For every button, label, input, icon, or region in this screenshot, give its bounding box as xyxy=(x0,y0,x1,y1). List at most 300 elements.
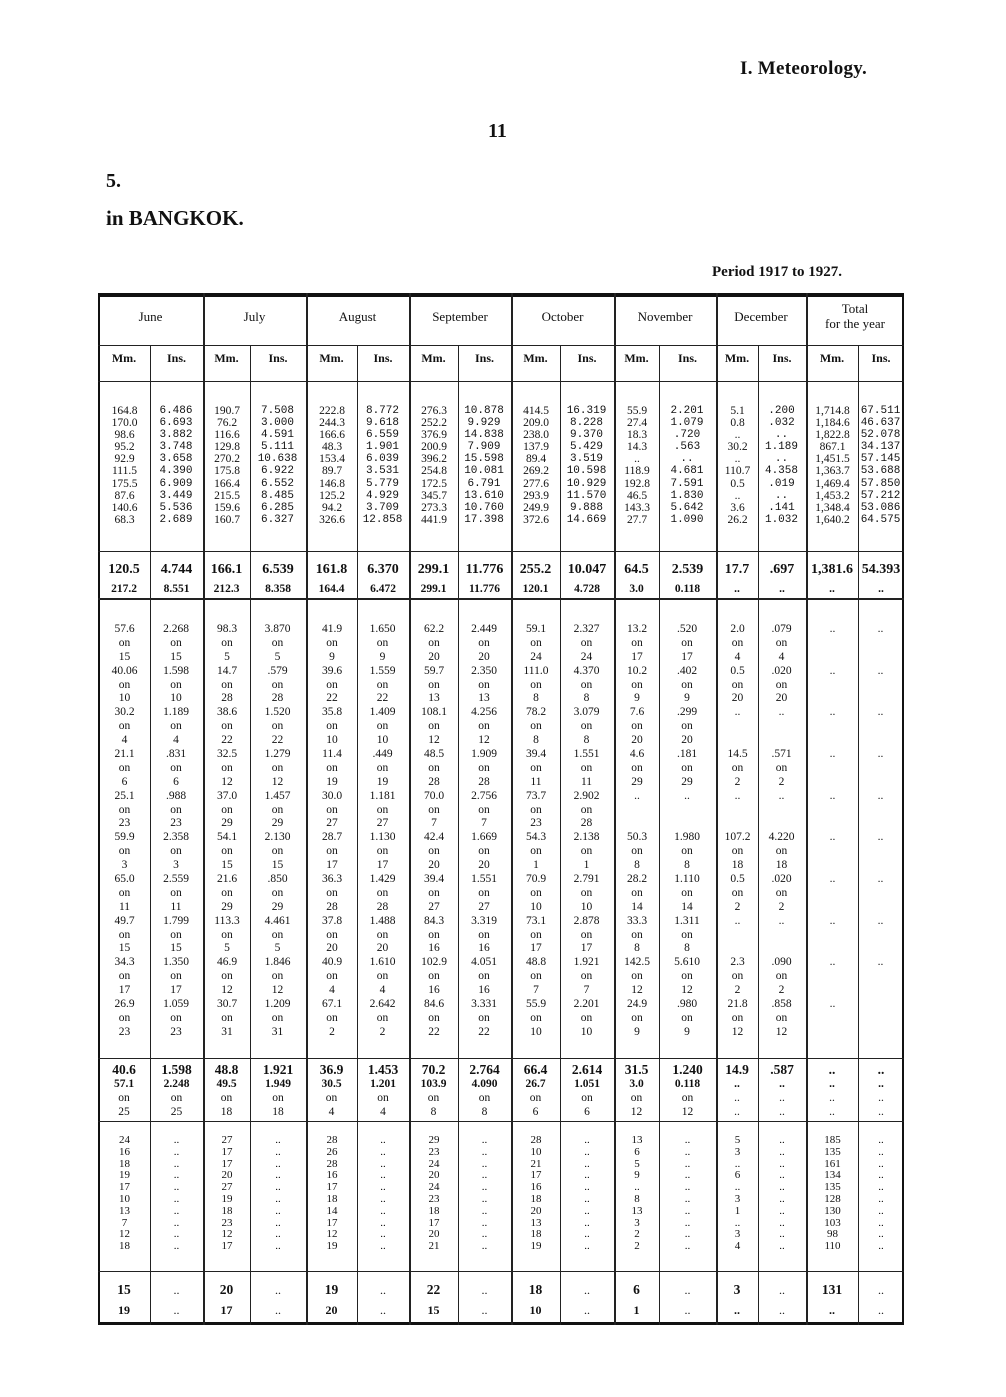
unit-header-mm: Mm. xyxy=(624,351,649,365)
dots-cell: .. xyxy=(684,1216,691,1229)
extreme-mm-september-cell: on xyxy=(428,720,440,733)
extreme-mm-september-cell: on xyxy=(428,928,440,941)
extreme-in-october-cell: on xyxy=(580,845,593,858)
yearly-mm-august-cell: 166.6 xyxy=(319,429,345,442)
yearly-in-december xyxy=(759,405,804,526)
extreme-in-december-cell xyxy=(759,929,804,943)
extreme-mm-november-cell: on xyxy=(631,761,643,774)
extreme-mm-august-cell: on xyxy=(326,886,338,899)
yearly-mm-august-cell: 89.7 xyxy=(321,465,343,478)
days-october-cell: 21 xyxy=(530,1157,542,1170)
yearly-in-november-cell: 1.079 xyxy=(670,417,704,430)
yearly-mm-october xyxy=(513,405,559,526)
extreme-in-june-cell: 11 xyxy=(170,900,182,913)
extreme-mm-december-cell: .. xyxy=(734,914,741,927)
yearly-in-september-cell: 13.610 xyxy=(464,489,504,502)
extreme-in-november-cell: .980 xyxy=(676,998,698,1011)
extreme-mm-august-cell: on xyxy=(326,678,338,691)
extreme-mm-december-cell: 2.3 xyxy=(730,956,745,969)
dots-cell: .. xyxy=(173,1240,180,1253)
extreme-in-total-cell xyxy=(859,692,902,706)
mean-in-december: .697 xyxy=(769,562,795,577)
days-october-cell: 19 xyxy=(530,1240,542,1253)
extreme-mm-total-cell: .. xyxy=(829,956,836,969)
extreme-mm-september-cell: 48.5 xyxy=(423,748,445,761)
extreme-in-july-cell: 31 xyxy=(271,1025,284,1038)
yearly-in-december-cell: .141 xyxy=(768,501,795,514)
extreme-mm-total-cell xyxy=(808,734,857,748)
extreme-in-november-cell: 8 xyxy=(684,859,690,872)
dots-cell: .. xyxy=(481,1192,488,1205)
days-december-cell: 5 xyxy=(734,1134,741,1146)
days-total-cell: 110 xyxy=(824,1240,841,1253)
days-july-cell: 12 xyxy=(221,1228,233,1241)
days-june-cell: 24 xyxy=(119,1134,130,1146)
yearly-in-total xyxy=(859,405,902,526)
extreme-in-june-cell: 3 xyxy=(173,859,179,872)
unit-header-ins: Ins. xyxy=(474,351,494,365)
dots-cell: .. xyxy=(380,1228,386,1241)
extreme-mm-november-cell: 50.3 xyxy=(626,831,648,844)
extreme-in-july-cell: 2.130 xyxy=(264,831,291,844)
extreme-mm-july-cell: 54.1 xyxy=(216,831,238,844)
extreme-mm-october-cell: 24 xyxy=(530,650,542,663)
yearly-in-july-cell: 5.111 xyxy=(260,441,294,454)
days-total-cell: 103 xyxy=(824,1216,841,1229)
days-total-cell: 98 xyxy=(827,1228,838,1241)
extreme-in-july-cell: .850 xyxy=(267,873,288,886)
extreme-mm-september-cell: on xyxy=(428,886,440,899)
days-ins-total xyxy=(858,1135,904,1253)
extreme-in-july-cell: 1.520 xyxy=(264,706,291,719)
extreme-in-august-cell: 28 xyxy=(376,900,389,913)
extreme-in-august-cell: 22 xyxy=(376,692,389,705)
extreme-mm-october-cell: on xyxy=(530,761,542,774)
extmean-in-october: 6 xyxy=(584,1106,590,1118)
mean-in-october: 4.728 xyxy=(574,583,600,595)
extreme-mm-october-cell: 11 xyxy=(530,775,542,788)
extmean-in-december: .587 xyxy=(770,1062,794,1077)
extreme-in-total-cell: .. xyxy=(877,664,884,677)
extreme-mm-july-cell: 5 xyxy=(224,942,230,955)
extreme-in-june-cell: on xyxy=(170,1011,182,1024)
days-total-dots: .. xyxy=(380,1283,386,1297)
extreme-mm-june-cell: on xyxy=(118,636,131,649)
dots-cell: .. xyxy=(584,1145,590,1158)
extreme-in-august-cell: 1.409 xyxy=(369,706,396,719)
extmean-in-september: 2.764 xyxy=(469,1062,500,1077)
yearly-in-september-cell: 9.929 xyxy=(467,417,501,430)
yearly-mm-november-cell: 143.3 xyxy=(624,501,650,514)
mean-in-september: 11.776 xyxy=(469,583,500,595)
yearly-in-july-cell: 7.508 xyxy=(260,405,294,417)
extreme-mm-june-cell: on xyxy=(118,1011,131,1024)
extreme-in-november-cell: on xyxy=(681,636,693,649)
days-december-cell: 3 xyxy=(734,1228,741,1241)
extreme-mm-june-cell: 59.9 xyxy=(114,831,135,844)
yearly-mm-november xyxy=(616,405,658,526)
extmean-mm-october: 26.7 xyxy=(525,1078,546,1090)
extreme-in-august-cell: 27 xyxy=(376,817,389,830)
dots-cell: .. xyxy=(878,1169,884,1182)
extreme-in-november-cell: on xyxy=(681,970,693,983)
extreme-in-november-cell: 9 xyxy=(684,692,690,705)
extreme-in-december-cell: 4.220 xyxy=(768,831,795,844)
month-header-june: June xyxy=(138,309,163,324)
extreme-mm-total-cell xyxy=(808,1012,857,1026)
dots-cell: .. xyxy=(684,1240,691,1253)
extreme-in-december-cell: on xyxy=(775,636,788,649)
extmean-in-november: 12 xyxy=(681,1106,694,1118)
dots-cell: .. xyxy=(684,1204,691,1217)
extreme-in-july-cell: 5 xyxy=(274,650,281,663)
extreme-mm-september-cell: 13 xyxy=(428,692,440,705)
extreme-in-august-cell: 19 xyxy=(376,775,389,788)
yearly-mm-august-cell: 146.8 xyxy=(319,477,345,490)
extreme-in-december-cell: 2 xyxy=(778,984,785,997)
yearly-in-october-cell: 9.888 xyxy=(569,501,603,514)
extreme-in-december-cell: .. xyxy=(778,789,785,802)
mean-in-july: 8.358 xyxy=(265,583,291,595)
extreme-mm-august-cell: 67.1 xyxy=(321,998,343,1011)
days-july-cell: 20 xyxy=(221,1169,233,1182)
extmean-mm-june: 57.1 xyxy=(113,1078,135,1090)
dots-cell: .. xyxy=(779,1169,785,1182)
yearly-mm-september-cell: 441.9 xyxy=(421,513,447,526)
extreme-in-total-cell xyxy=(859,637,902,651)
days-total-dots: .. xyxy=(380,1303,386,1317)
dots-cell: .. xyxy=(380,1157,386,1170)
extreme-mm-total-cell xyxy=(808,720,857,734)
yearly-in-november-cell: .563 xyxy=(673,441,701,454)
yearly-mm-september-cell: 376.9 xyxy=(421,429,447,442)
extreme-mm-october-cell: 17 xyxy=(530,942,542,955)
extreme-mm-august-cell: on xyxy=(326,636,338,649)
extreme-mm-september-cell: 27 xyxy=(428,900,440,913)
yearly-mm-october-cell: 209.0 xyxy=(523,417,549,430)
dots-cell: .. xyxy=(684,1134,691,1146)
extreme-in-june-cell: on xyxy=(170,636,182,649)
extreme-in-september-cell: 1.669 xyxy=(471,831,497,844)
extreme-mm-august xyxy=(308,623,356,1040)
days-june-cell: 18 xyxy=(119,1240,130,1253)
dots-cell: .. xyxy=(779,1216,785,1229)
extreme-mm-total-cell: .. xyxy=(829,914,836,927)
days-september-cell: 24 xyxy=(428,1157,440,1170)
yearly-mm-september xyxy=(411,405,457,526)
extreme-in-june-cell: 1.598 xyxy=(163,664,189,677)
extreme-in-august-cell: on xyxy=(376,1011,389,1024)
days-total-dots: .. xyxy=(481,1303,488,1317)
days-september-cell: 20 xyxy=(428,1169,440,1182)
days-total-cell: 134 xyxy=(824,1169,841,1182)
yearly-in-june-cell: 2.689 xyxy=(159,513,193,526)
extmean-mm-total: .. xyxy=(829,1106,835,1118)
extreme-in-total-cell xyxy=(859,776,902,790)
extreme-mm-september-cell: 16 xyxy=(428,984,440,997)
extreme-in-august-cell: 10 xyxy=(376,734,389,747)
yearly-mm-july-cell: 160.7 xyxy=(214,513,240,526)
extreme-in-total-cell: .. xyxy=(877,623,884,635)
dots-cell: .. xyxy=(173,1169,180,1182)
days-total-december: .. xyxy=(734,1303,740,1317)
extreme-in-total-cell: .. xyxy=(877,789,884,802)
yearly-mm-total-cell: 1,451.5 xyxy=(815,453,850,466)
row-divider xyxy=(98,1271,904,1272)
dots-cell: .. xyxy=(878,1134,884,1146)
extreme-mm-november-cell: 33.3 xyxy=(626,914,648,927)
extreme-mm-november-cell xyxy=(616,817,658,831)
yearly-in-december-cell: .. xyxy=(774,489,789,502)
extreme-mm-december-cell: 12 xyxy=(731,1025,744,1038)
days-september-cell: 23 xyxy=(428,1145,440,1158)
extreme-mm-november-cell: on xyxy=(631,970,643,983)
extreme-in-december-cell: .858 xyxy=(771,998,792,1011)
extreme-mm-december-cell: 18 xyxy=(731,859,744,872)
extreme-in-june-cell: 4 xyxy=(173,734,179,747)
extreme-mm-september-cell: 108.1 xyxy=(421,706,447,719)
extreme-in-november-cell: on xyxy=(681,1011,693,1024)
days-july-cell: 27 xyxy=(221,1134,233,1146)
extreme-mm-october-cell: on xyxy=(530,1011,542,1024)
extreme-in-september-cell: 3.319 xyxy=(471,914,497,927)
extreme-mm-october-cell: on xyxy=(530,970,542,983)
dots-cell: .. xyxy=(878,1157,884,1170)
extreme-in-november-cell: 1.110 xyxy=(674,873,700,886)
yearly-in-december-cell: .200 xyxy=(768,405,795,417)
extreme-in-october-cell: 8 xyxy=(583,734,590,747)
extreme-mm-october-cell: on xyxy=(530,803,542,816)
extreme-in-august-cell: 1.130 xyxy=(369,831,396,844)
extreme-in-december-cell: on xyxy=(775,761,788,774)
extreme-in-december-cell: on xyxy=(775,845,788,858)
extreme-mm-june-cell: 34.3 xyxy=(114,956,135,969)
dots-cell: .. xyxy=(380,1169,386,1182)
mean-in-august: 6.472 xyxy=(370,583,396,595)
extreme-mm-september-cell: 39.4 xyxy=(423,873,445,886)
extreme-mm-october-cell: on xyxy=(530,636,542,649)
days-ins-august xyxy=(357,1135,409,1253)
unit-header-mm: Mm. xyxy=(523,351,548,365)
extreme-in-total-cell xyxy=(859,762,902,776)
yearly-mm-october-cell: 137.9 xyxy=(523,441,549,454)
extreme-in-august-cell: 1.650 xyxy=(369,623,396,635)
extreme-in-july-cell: on xyxy=(271,970,284,983)
yearly-in-december-cell: 4.358 xyxy=(764,465,798,478)
extreme-mm-september-cell: on xyxy=(428,678,440,691)
extreme-mm-august-cell: on xyxy=(326,1011,338,1024)
days-july xyxy=(205,1135,249,1253)
extreme-mm-july-cell: 22 xyxy=(221,734,233,747)
yearly-mm-november-cell: 14.3 xyxy=(626,441,648,454)
dots-cell: .. xyxy=(684,1145,691,1158)
dots-cell: .. xyxy=(684,1169,691,1182)
extmean-in-september: 4.090 xyxy=(471,1078,498,1090)
extreme-mm-july-cell: 38.6 xyxy=(216,706,238,719)
extreme-mm-july-cell: 98.3 xyxy=(216,623,238,635)
extreme-in-june-cell: 23 xyxy=(170,817,182,830)
dots-cell: .. xyxy=(779,1157,785,1170)
extreme-mm-december-cell: on xyxy=(731,1011,744,1024)
extreme-in-june-cell: on xyxy=(170,928,182,941)
extreme-mm-july xyxy=(205,623,249,1040)
mean-in-october: 10.047 xyxy=(567,562,607,577)
extreme-in-july-cell: 12 xyxy=(271,775,284,788)
extreme-in-october-cell: on xyxy=(580,886,593,899)
extreme-in-december-cell: 2 xyxy=(778,900,785,913)
yearly-in-november-cell: 4.681 xyxy=(670,465,704,478)
extmean-mm-june: 25 xyxy=(118,1106,130,1118)
days-total-november: 1 xyxy=(633,1303,640,1317)
extreme-mm-november-cell: 29 xyxy=(631,775,643,788)
extreme-mm-august-cell: on xyxy=(326,761,338,774)
extreme-in-july-cell: on xyxy=(271,1011,284,1024)
extreme-mm-august-cell: 28.7 xyxy=(321,831,343,844)
extreme-mm-total-cell: .. xyxy=(829,998,836,1011)
extreme-mm-december-cell: .. xyxy=(734,789,741,802)
days-ins-november xyxy=(659,1135,716,1253)
extreme-in-december-cell: .020 xyxy=(771,873,792,886)
days-total-cell: 130 xyxy=(824,1204,841,1217)
mean-in-december: .. xyxy=(779,583,785,595)
extreme-in-july-cell: 29 xyxy=(271,817,284,830)
days-july-cell: 23 xyxy=(221,1216,233,1229)
days-total-dots: .. xyxy=(173,1303,180,1317)
extreme-in-december-cell: .571 xyxy=(771,748,792,761)
extmean-mm-july: 49.5 xyxy=(216,1078,237,1090)
extreme-mm-august-cell: 37.8 xyxy=(321,914,343,927)
mean-in-june: 8.551 xyxy=(163,583,190,595)
days-total-dots: .. xyxy=(684,1303,691,1317)
yearly-in-november-cell: 5.642 xyxy=(670,501,704,514)
days-august-cell: 16 xyxy=(326,1169,338,1182)
extreme-in-october-cell: 2.201 xyxy=(573,998,600,1011)
days-total-dots: .. xyxy=(684,1283,691,1297)
days-october-cell: 10 xyxy=(530,1145,542,1158)
dots-cell: .. xyxy=(275,1145,281,1158)
days-june-cell: 16 xyxy=(119,1145,130,1158)
extreme-in-october-cell: 1.551 xyxy=(573,748,600,761)
extreme-in-september-cell: on xyxy=(478,845,490,858)
yearly-in-october-cell: 10.929 xyxy=(566,477,607,490)
extreme-in-october-cell: 8 xyxy=(583,692,590,705)
mean-mm-december: .. xyxy=(734,583,740,595)
extreme-in-total-cell xyxy=(859,679,902,693)
extmean-mm-august: on xyxy=(325,1092,338,1104)
dots-cell: .. xyxy=(584,1204,590,1217)
mean-in-november: 0.118 xyxy=(674,583,701,595)
extreme-in-july-cell: on xyxy=(271,678,284,691)
days-june-cell: 19 xyxy=(119,1169,130,1182)
extreme-mm-august-cell: on xyxy=(326,845,338,858)
days-august xyxy=(308,1135,356,1253)
mean-mm-september: 299.1 xyxy=(417,562,450,577)
extreme-mm-december-cell: 0.5 xyxy=(730,664,745,677)
extreme-mm-july-cell: on xyxy=(221,678,233,691)
extreme-in-july-cell: 1.846 xyxy=(264,956,291,969)
unit-header-mm: Mm. xyxy=(724,351,750,365)
extreme-mm-july-cell: on xyxy=(221,761,233,774)
extmean-mm-october: on xyxy=(529,1092,542,1104)
days-november-cell: 2 xyxy=(634,1228,640,1241)
extreme-in-july-cell: on xyxy=(271,636,284,649)
dots-cell: .. xyxy=(584,1181,590,1194)
extreme-in-july-cell: 3.870 xyxy=(264,623,291,635)
extreme-mm-october-cell: 59.1 xyxy=(525,623,547,635)
yearly-mm-total-cell: 1,363.7 xyxy=(815,465,850,478)
yearly-in-august-cell: 4.929 xyxy=(365,489,399,502)
unit-header-mm: Mm. xyxy=(214,351,239,365)
extmean-mm-november: 12 xyxy=(630,1106,643,1118)
extreme-in-october xyxy=(561,623,612,1040)
dots-cell: .. xyxy=(173,1192,180,1205)
yearly-in-june-cell: 3.748 xyxy=(159,441,193,454)
mean-mm-june: 120.5 xyxy=(108,562,140,577)
days-august-cell: 17 xyxy=(326,1216,338,1229)
extreme-mm-june-cell: 17 xyxy=(118,984,131,997)
extreme-in-july-cell: 1.457 xyxy=(264,789,291,802)
extreme-mm-september-cell: 7 xyxy=(431,817,437,830)
dots-cell: .. xyxy=(275,1240,281,1253)
dots-cell: .. xyxy=(684,1157,691,1170)
unit-header-ins: Ins. xyxy=(577,351,597,365)
extreme-mm-august-cell: 17 xyxy=(326,859,338,872)
extreme-in-june-cell: 6 xyxy=(173,775,179,788)
mean-in-june: 4.744 xyxy=(160,562,193,577)
yearly-mm-june-cell: 164.8 xyxy=(111,405,138,417)
days-total-october: 18 xyxy=(528,1282,543,1297)
extreme-mm-october-cell: 1 xyxy=(533,859,539,872)
days-total-september: 22 xyxy=(426,1282,441,1297)
yearly-in-august-cell: 3.709 xyxy=(365,501,399,514)
yearly-in-august-cell: 9.618 xyxy=(365,417,399,430)
extreme-in-total-cell xyxy=(859,651,902,665)
extmean-mm-november: 31.5 xyxy=(624,1062,649,1077)
extreme-in-august-cell: 2.642 xyxy=(369,998,396,1011)
extreme-mm-total-cell xyxy=(808,637,857,651)
dots-cell: .. xyxy=(878,1240,884,1253)
yearly-in-october-cell: 14.669 xyxy=(566,513,607,526)
yearly-mm-november-cell: 27.7 xyxy=(626,513,648,526)
yearly-mm-june-cell: 170.0 xyxy=(111,417,138,430)
dots-cell: .. xyxy=(779,1192,785,1205)
mean-in-july: 6.539 xyxy=(262,562,294,577)
extreme-in-total-cell xyxy=(859,734,902,748)
yearly-in-november-cell: 7.591 xyxy=(670,477,704,490)
extreme-in-total-cell: .. xyxy=(877,914,884,927)
days-july-cell: 19 xyxy=(221,1192,233,1205)
extmean-in-august: 4 xyxy=(380,1106,386,1118)
dots-cell: .. xyxy=(684,1228,691,1241)
yearly-mm-november-cell: 46.5 xyxy=(626,489,648,502)
days-december-cell: 1 xyxy=(734,1204,741,1217)
days-total-dots: .. xyxy=(275,1303,281,1317)
extreme-mm-september-cell: 12 xyxy=(428,734,440,747)
days-november xyxy=(616,1135,658,1253)
extreme-in-november-cell: on xyxy=(681,720,693,733)
mean-mm-august: 164.4 xyxy=(318,583,345,595)
yearly-mm-august-cell: 125.2 xyxy=(319,489,345,502)
extreme-mm-october-cell: 10 xyxy=(530,900,542,913)
extreme-in-total-cell xyxy=(859,887,902,901)
extreme-mm-october-cell: 10 xyxy=(530,1025,542,1038)
extreme-in-july-cell: 1.209 xyxy=(264,998,291,1011)
yearly-mm-november-cell: 55.9 xyxy=(626,405,648,417)
mean-mm-june: 217.2 xyxy=(111,583,137,595)
yearly-in-total-cell: 57.212 xyxy=(860,489,901,502)
days-december-cell: 6 xyxy=(734,1169,741,1182)
days-ins-july xyxy=(250,1135,306,1253)
